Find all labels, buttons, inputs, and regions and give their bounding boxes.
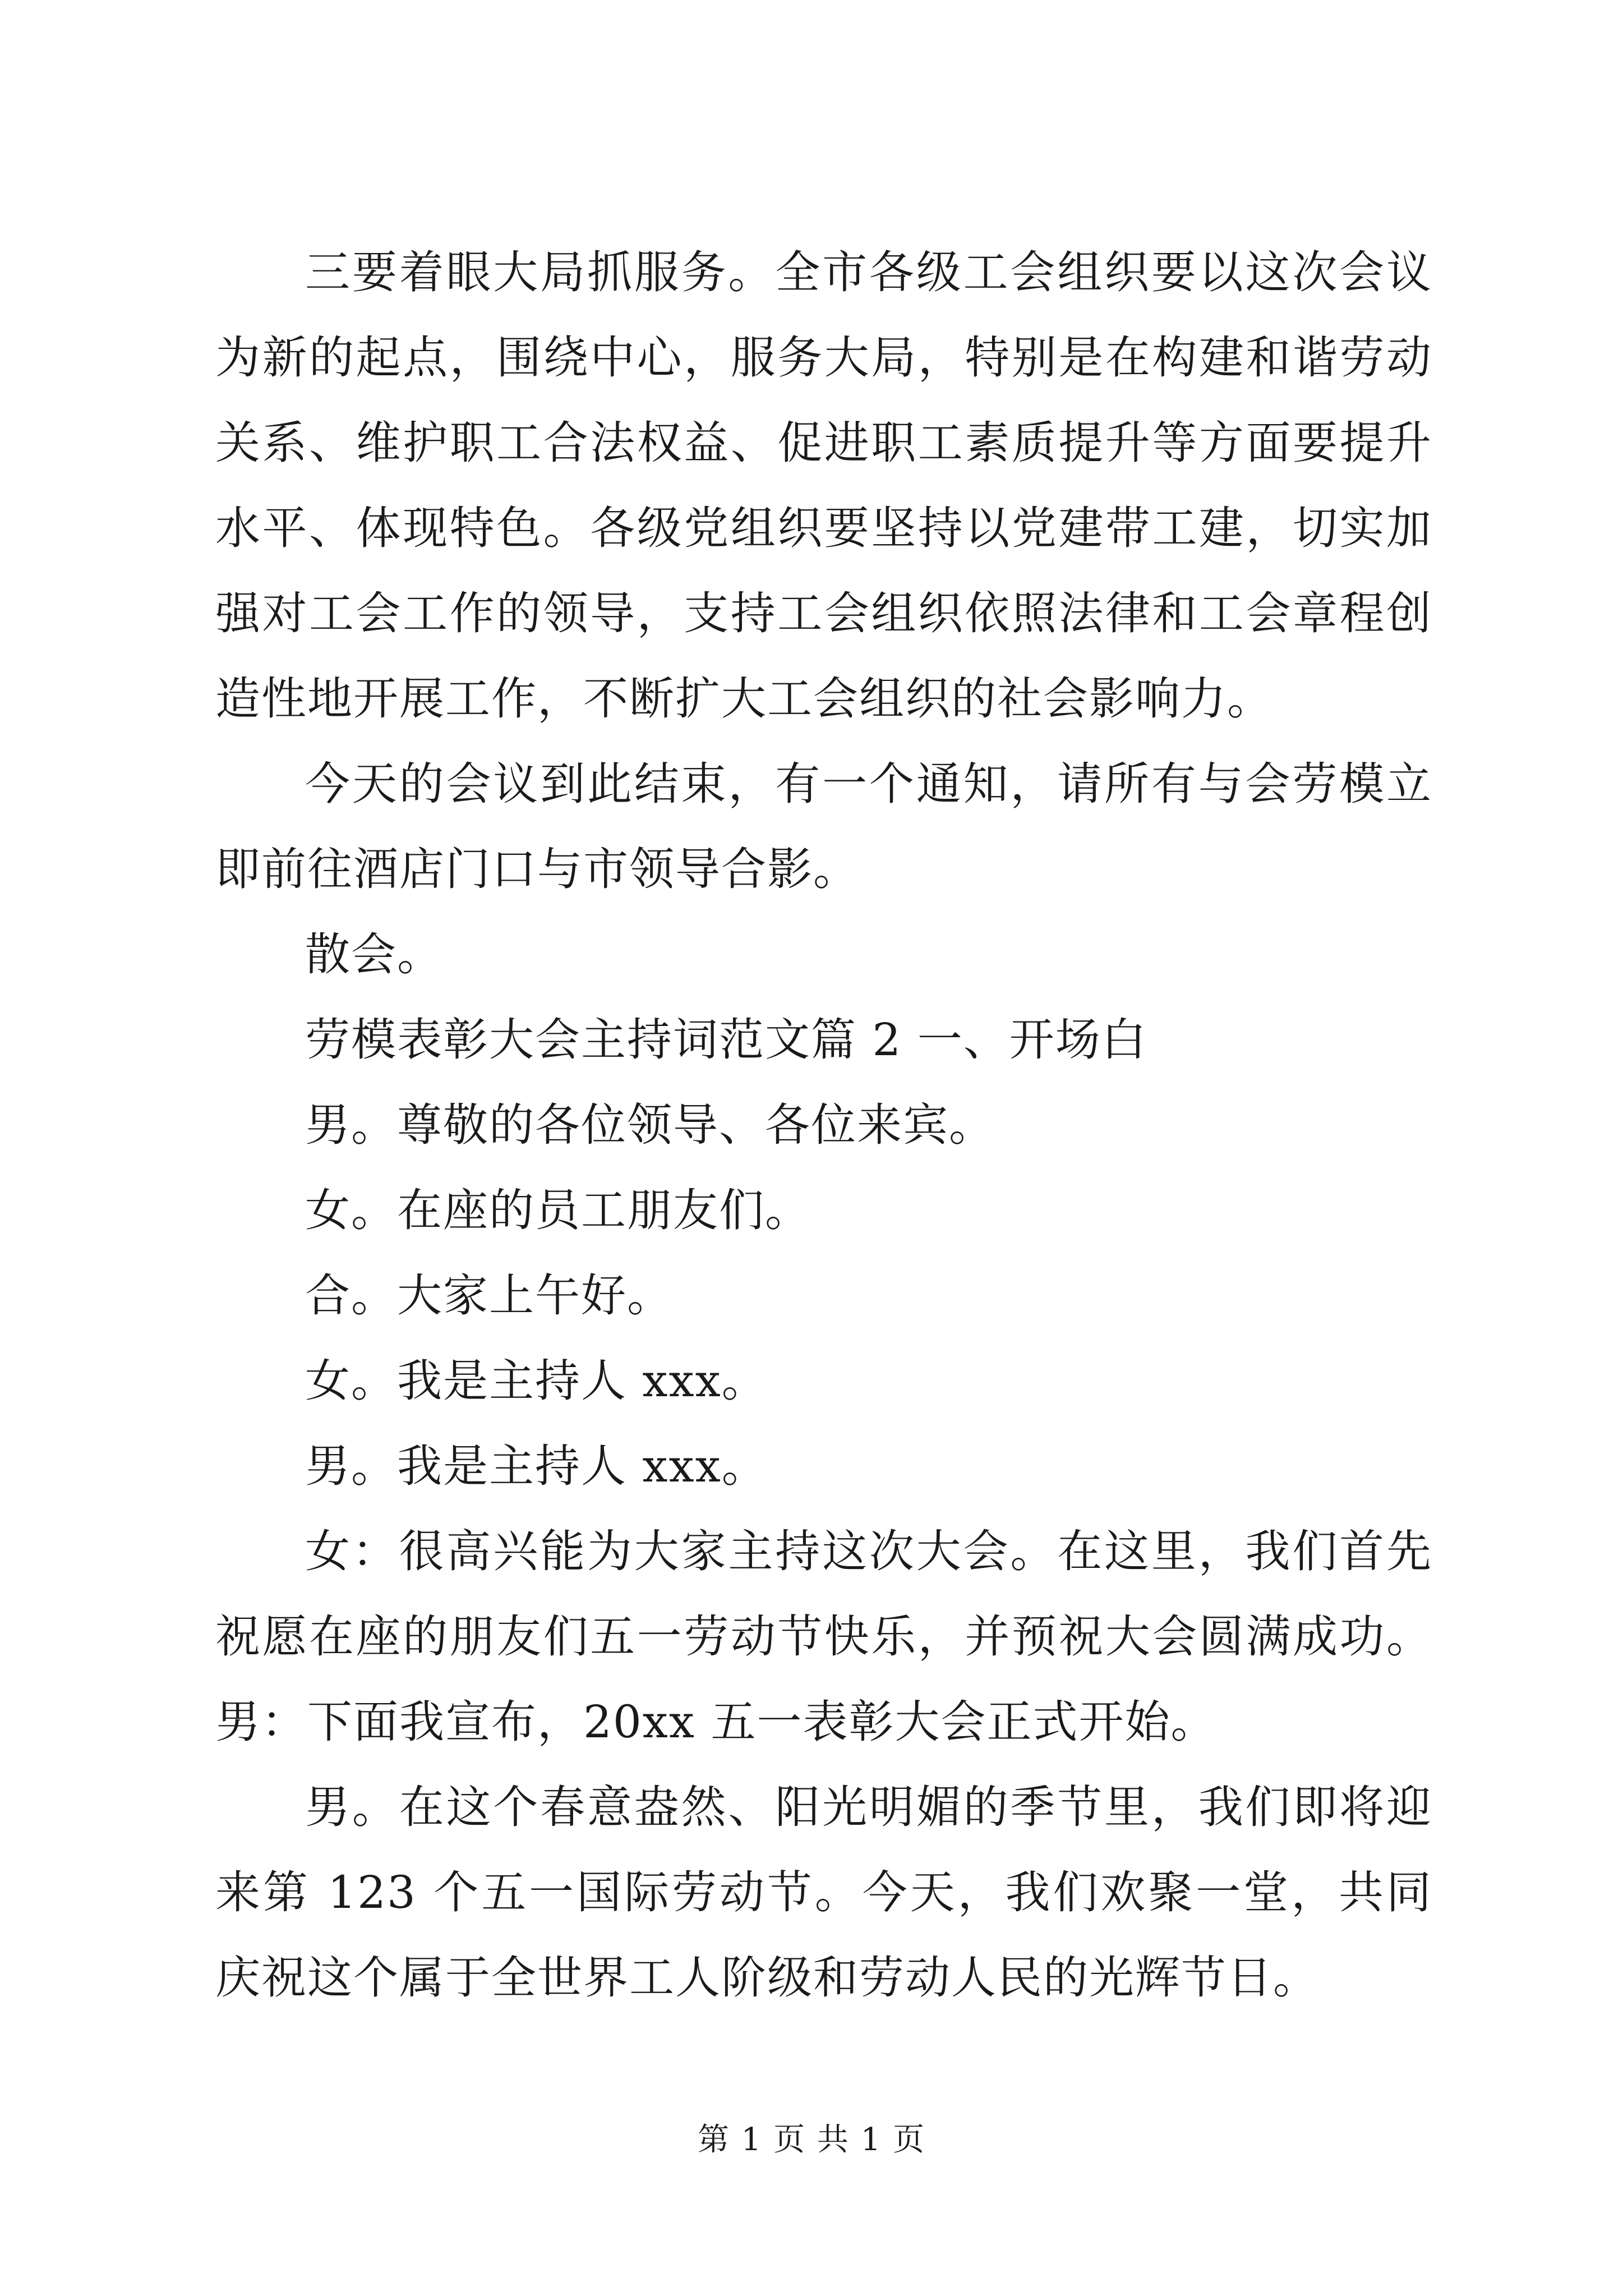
paragraph: 今天的会议到此结束，有一个通知，请所有与会劳模立即前往酒店门口与市领导合影。 (215, 758, 1432, 895)
paragraph: 散会。 (305, 928, 443, 981)
paragraph: 男。尊敬的各位领导、各位来宾。 (305, 1099, 995, 1151)
paragraph: 男。我是主持人 xxx。 (305, 1440, 768, 1492)
paragraph: 三要着眼大局抓服务。全市各级工会组织要以这次会议为新的起点，围绕中心，服务大局，特别是在构建和谐劳动关系、维护职工合法权益、促进职工素质提升等方面要提升水平、体现特色。各级党组织要坚持以党建带工建，切实加强对工会工作的领导，支持工会组织依照法律和工会章程创造性地开展工作，不断扩大工会组织的社会影响力。 (215, 246, 1432, 725)
paragraph: 男。在这个春意盎然、阳光明媚的季节里，我们即将迎来第 123 个五一国际劳动节。今天，我们欢聚一堂，共同庆祝这个属于全世界工人阶级和劳动人民的光辉节日。 (215, 1781, 1432, 2004)
document-body (215, 230, 1432, 2021)
paragraph: 女：很高兴能为大家主持这次大会。在这里，我们首先祝愿在座的朋友们五一劳动节快乐，并预祝大会圆满成功。男：下面我宣布，20xx 五一表彰大会正式开始。 (215, 1525, 1432, 1748)
paragraph: 女。我是主持人 xxx。 (305, 1355, 768, 1407)
section-heading: 劳模表彰大会主持词范文篇 2 一、开场白 (305, 1014, 1147, 1066)
paragraph: 女。在座的员工朋友们。 (305, 1184, 811, 1236)
page-number-footer: 第 1 页 共 1 页 (697, 2122, 926, 2158)
paragraph: 合。大家上午好。 (305, 1269, 673, 1322)
